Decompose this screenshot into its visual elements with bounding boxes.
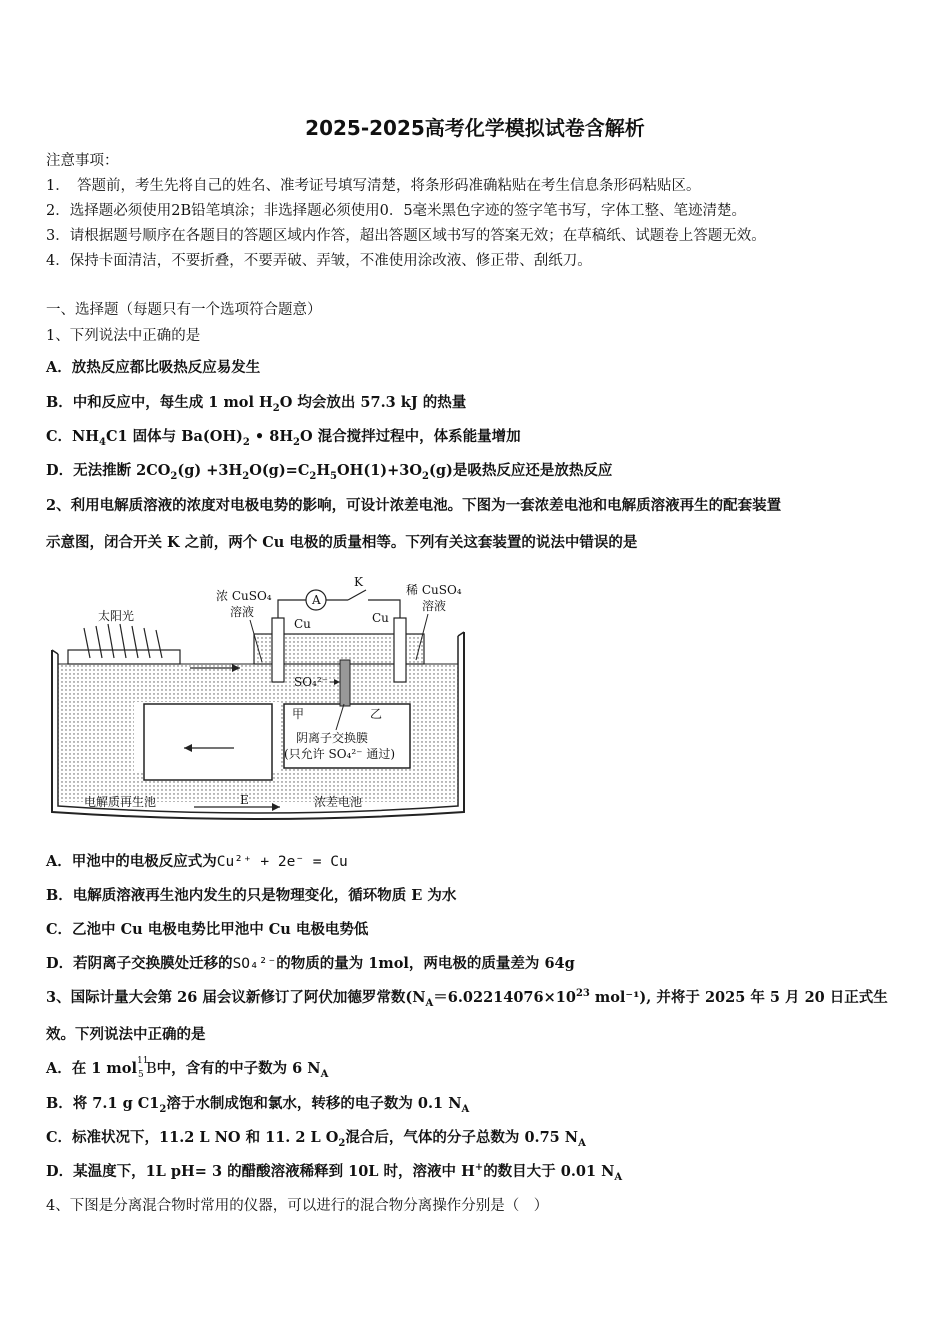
- notice-item-4: 4．保持卡面清洁，不要折叠，不要弄破、弄皱，不准使用涂改液、修正带、刮纸刀。: [46, 253, 592, 269]
- q1-option-b: B．中和反应中，每生成 1 mol $H_2O$ 均会放出 57.3 kJ 的热量: [46, 394, 467, 414]
- sulfate-ion-label: SO₄²⁻: [294, 675, 329, 689]
- page-title: 2025-2025高考化学模拟试卷含解析: [305, 116, 645, 140]
- cu-left-label: Cu: [294, 617, 311, 631]
- notice-heading: 注意事项：: [46, 153, 119, 169]
- q1-option-d: D．无法推断 $2CO_2(g) +3H_2O(g)=C_2H_5OH(1)+3O_2(g)$是吸热反应还是放热反应: [46, 462, 613, 482]
- q3-option-a: A．在 1 mol 11 5 B中，含有的中子数为 6 $N_A$: [46, 1056, 329, 1080]
- q3-option-c: C．标准状况下，11.2 L NO 和 11. 2 L $O_2$混合后，气体的分子总数为 0.75 $N_A$: [46, 1129, 586, 1149]
- dilute-solution-label-2: 溶液: [422, 599, 447, 613]
- notice-item-3: 3．请根据题号顺序在各题目的答题区域内作答，超出答题区域书写的答案无效；在草稿纸、试题卷上答题无效。: [46, 228, 766, 244]
- cell-jia-label: 甲: [292, 707, 305, 721]
- membrane-note: (只允许 SO₄²⁻ 通过): [284, 747, 396, 761]
- q3-stem-line1: 3、国际计量大会第 26 届会议新修订了阿伏加德罗常数($N_A=6.02214076\times 10^{23}$ mol⁻¹), 并将于 2025 年 5 月 20 日正式生: [46, 988, 888, 1009]
- conc-solution-label-2: 溶液: [230, 605, 255, 619]
- q3-stem-line2: 效。下列说法中正确的是: [46, 1026, 206, 1043]
- cu-right-label: Cu: [372, 611, 389, 625]
- membrane-label: 阴离子交换膜: [296, 731, 369, 745]
- q1-option-a: A．放热反应都比吸热反应易发生: [46, 359, 261, 376]
- section-heading: 一、选择题（每题只有一个选项符合题意）: [46, 302, 322, 318]
- q3-option-b: B．将 7.1 g $C1_2$溶于水制成饱和氯水，转移的电子数为 0.1 $N_A$: [46, 1095, 470, 1115]
- ammeter-label: A: [312, 593, 321, 607]
- q1-stem: 1、下列说法中正确的是: [46, 328, 201, 344]
- q2-option-d: D．若阴离子交换膜处迁移的SO₄²⁻的物质的量为 1mol，两电极的质量差为 64g: [46, 955, 575, 972]
- e-flow-label: E: [240, 793, 249, 807]
- q2-option-b: B．电解质溶液再生池内发生的只是物理变化，循环物质 E 为水: [46, 887, 457, 904]
- q2-stem-line1: 2、利用电解质溶液的浓度对电极电势的影响，可设计浓差电池。下图为一套浓差电池和电解质溶液再生的配套装置: [46, 497, 782, 514]
- notice-item-1: 1． 答题前，考生先将自己的姓名、准考证号填写清楚，将条形码准确粘贴在考生信息条形码粘贴区。: [46, 178, 701, 194]
- dilute-solution-label: 稀 CuSO₄: [406, 583, 462, 597]
- q4-stem: 4、下图是分离混合物时常用的仪器，可以进行的混合物分离操作分别是（ ）: [46, 1198, 549, 1214]
- conc-solution-label: 浓 CuSO₄: [216, 589, 272, 603]
- sunlight-label: 太阳光: [98, 609, 135, 623]
- cell-yi-label: 乙: [370, 707, 383, 721]
- q3-option-d: D．某温度下，1L pH= 3 的醋酸溶液稀释到 10L 时，溶液中 H+的数目大于 0.01 $N_A$: [46, 1162, 623, 1183]
- notice-item-2: 2．选择题必须使用2B铅笔填涂；非选择题必须使用0．5毫米黑色字迹的签字笔书写，字体工整、笔迹清楚。: [46, 203, 747, 219]
- q1-option-c: C．$NH_4C1$ 固体与 $Ba(OH)_2$ • $8H_2O$ 混合搅拌过程中，体系能量增加: [46, 428, 521, 448]
- switch-label: K: [354, 575, 363, 589]
- regeneration-pool-label: 电解质再生池: [84, 795, 157, 809]
- concentration-cell-label: 浓差电池: [314, 795, 363, 809]
- q2-stem-line2: 示意图，闭合开关 K 之前，两个 Cu 电极的质量相等。下列有关这套装置的说法中错误的是: [46, 534, 638, 551]
- concentration-cell-diagram: [44, 572, 474, 832]
- q2-option-a: A．甲池中的电极反应式为Cu²⁺ + 2e⁻ = Cu: [46, 853, 348, 870]
- q2-option-c: C．乙池中 Cu 电极电势比甲池中 Cu 电极电势低: [46, 921, 369, 938]
